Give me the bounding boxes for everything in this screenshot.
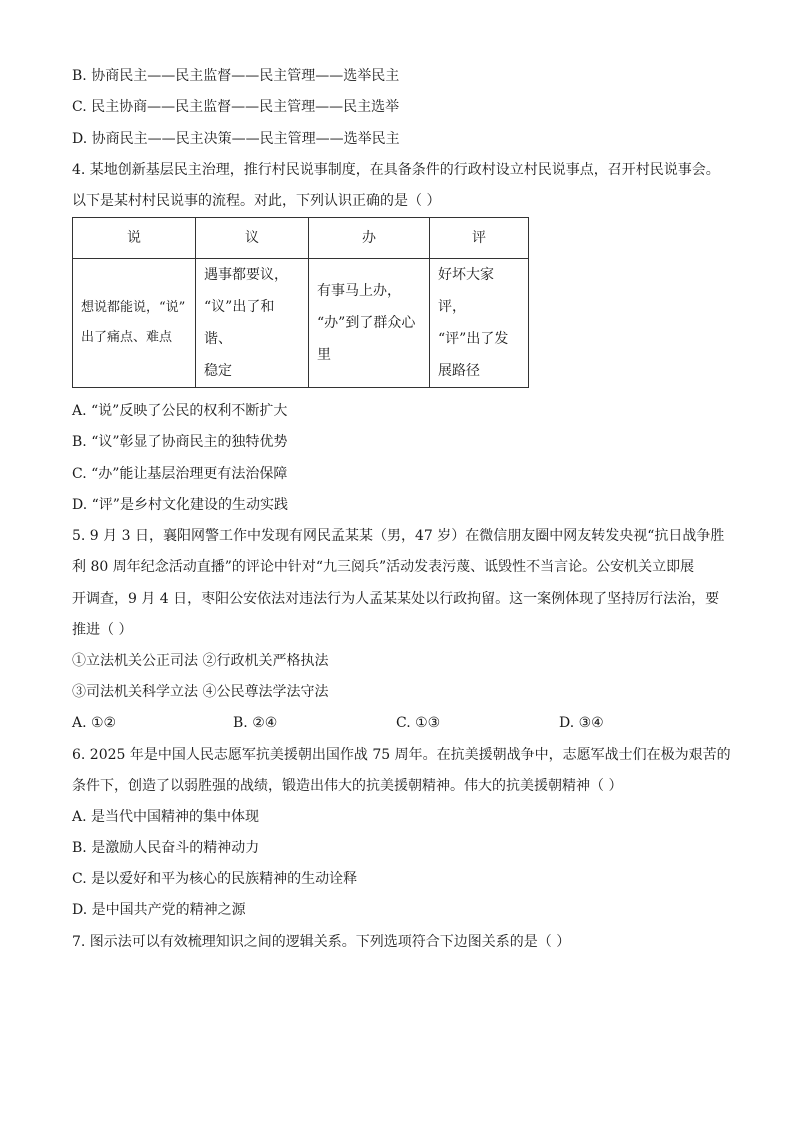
table-cell <box>196 259 309 388</box>
q5-option-b: B. ②④ <box>233 715 278 731</box>
q3-option-b: B. 协商民主——民主监督——民主管理——选举民主 <box>72 68 400 84</box>
q6-option-d: D. 是中国共产党的精神之源 <box>72 902 246 918</box>
table-header-row <box>73 218 529 259</box>
q6-option-b: B. 是激励人民奋斗的精神动力 <box>72 840 260 856</box>
q5-option-c: C. ①③ <box>396 715 441 731</box>
q5-stem-line-1: 5. 9 月 3 日，襄阳网警工作中发现有网民孟某某（男，47 岁）在微信朋友圈中网友转发央视“抗日战争胜 <box>72 528 725 544</box>
table-header-cell: 议 <box>196 218 309 259</box>
q4-stem-line-2: 以下是某村村民说事的流程。对此，下列认识正确的是（ ） <box>72 193 441 209</box>
q4-process-table <box>72 217 529 388</box>
q6-option-c: C. 是以爱好和平为核心的民族精神的生动诠释 <box>72 871 358 887</box>
table-header-cell: 说 <box>73 218 196 259</box>
q5-statements-2: ③司法机关科学立法 ④公民尊法学法守法 <box>72 684 329 700</box>
q4-option-b: B. “议”彰显了协商民主的独特优势 <box>72 434 288 450</box>
q7-stem-line-1: 7. 图示法可以有效梳理知识之间的逻辑关系。下列选项符合下边图关系的是（ ） <box>72 934 571 950</box>
table-cell-text: 有事马上办， “办”到了群众心 里 <box>317 283 416 363</box>
table-cell <box>309 259 430 388</box>
q5-statements-1: ①立法机关公正司法 ②行政机关严格执法 <box>72 653 329 669</box>
q3-option-d: D. 协商民主——民主决策——民主管理——选举民主 <box>72 131 400 147</box>
table-header-cell: 办 <box>309 218 430 259</box>
q5-stem-line-3: 开调查，9 月 4 日，枣阳公安依法对违法行为人孟某某处以行政拘留。这一案例体现了坚持厉行法治，要 <box>72 591 720 607</box>
q3-option-c: C. 民主协商——民主监督——民主管理——民主选举 <box>72 99 400 115</box>
table-cell-text: 好坏大家评， “评”出了发 展路径 <box>438 267 509 379</box>
table-cell-text: 想说都能说，“说” 出了痛点、难点 <box>81 300 186 345</box>
q6-option-a: A. 是当代中国精神的集中体现 <box>72 809 260 825</box>
q5-option-a: A. ①② <box>72 715 117 731</box>
q4-option-d: D. “评”是乡村文化建设的生动实践 <box>72 497 288 513</box>
q4-option-a: A. “说”反映了公民的权利不断扩大 <box>72 403 288 419</box>
q5-stem-line-2: 利 80 周年纪念活动直播”的评论中针对“九三阅兵”活动发表污蔑、诋毁性不当言论。公安机关立即展 <box>72 559 695 575</box>
table-cell <box>430 259 529 388</box>
table-row <box>73 259 529 388</box>
q4-option-c: C. “办”能让基层治理更有法治保障 <box>72 466 288 482</box>
q5-option-d: D. ③④ <box>559 715 604 731</box>
table-cell <box>73 259 196 388</box>
table-cell-text: 遇事都要议， “议”出了和谐、 稳定 <box>204 267 288 379</box>
q6-stem-line-1: 6. 2025 年是中国人民志愿军抗美援朝出国作战 75 周年。在抗美援朝战争中，志愿军战士们在极为艰苦的 <box>72 747 731 763</box>
table-header-cell: 评 <box>430 218 529 259</box>
q6-stem-line-2: 条件下，创造了以弱胜强的战绩，锻造出伟大的抗美援朝精神。伟大的抗美援朝精神（ ） <box>72 778 623 794</box>
q4-stem-line-1: 4. 某地创新基层民主治理，推行村民说事制度，在具备条件的行政村设立村民说事点，召开村民说事会。 <box>72 162 720 178</box>
q5-stem-line-4: 推进（ ） <box>72 622 133 638</box>
